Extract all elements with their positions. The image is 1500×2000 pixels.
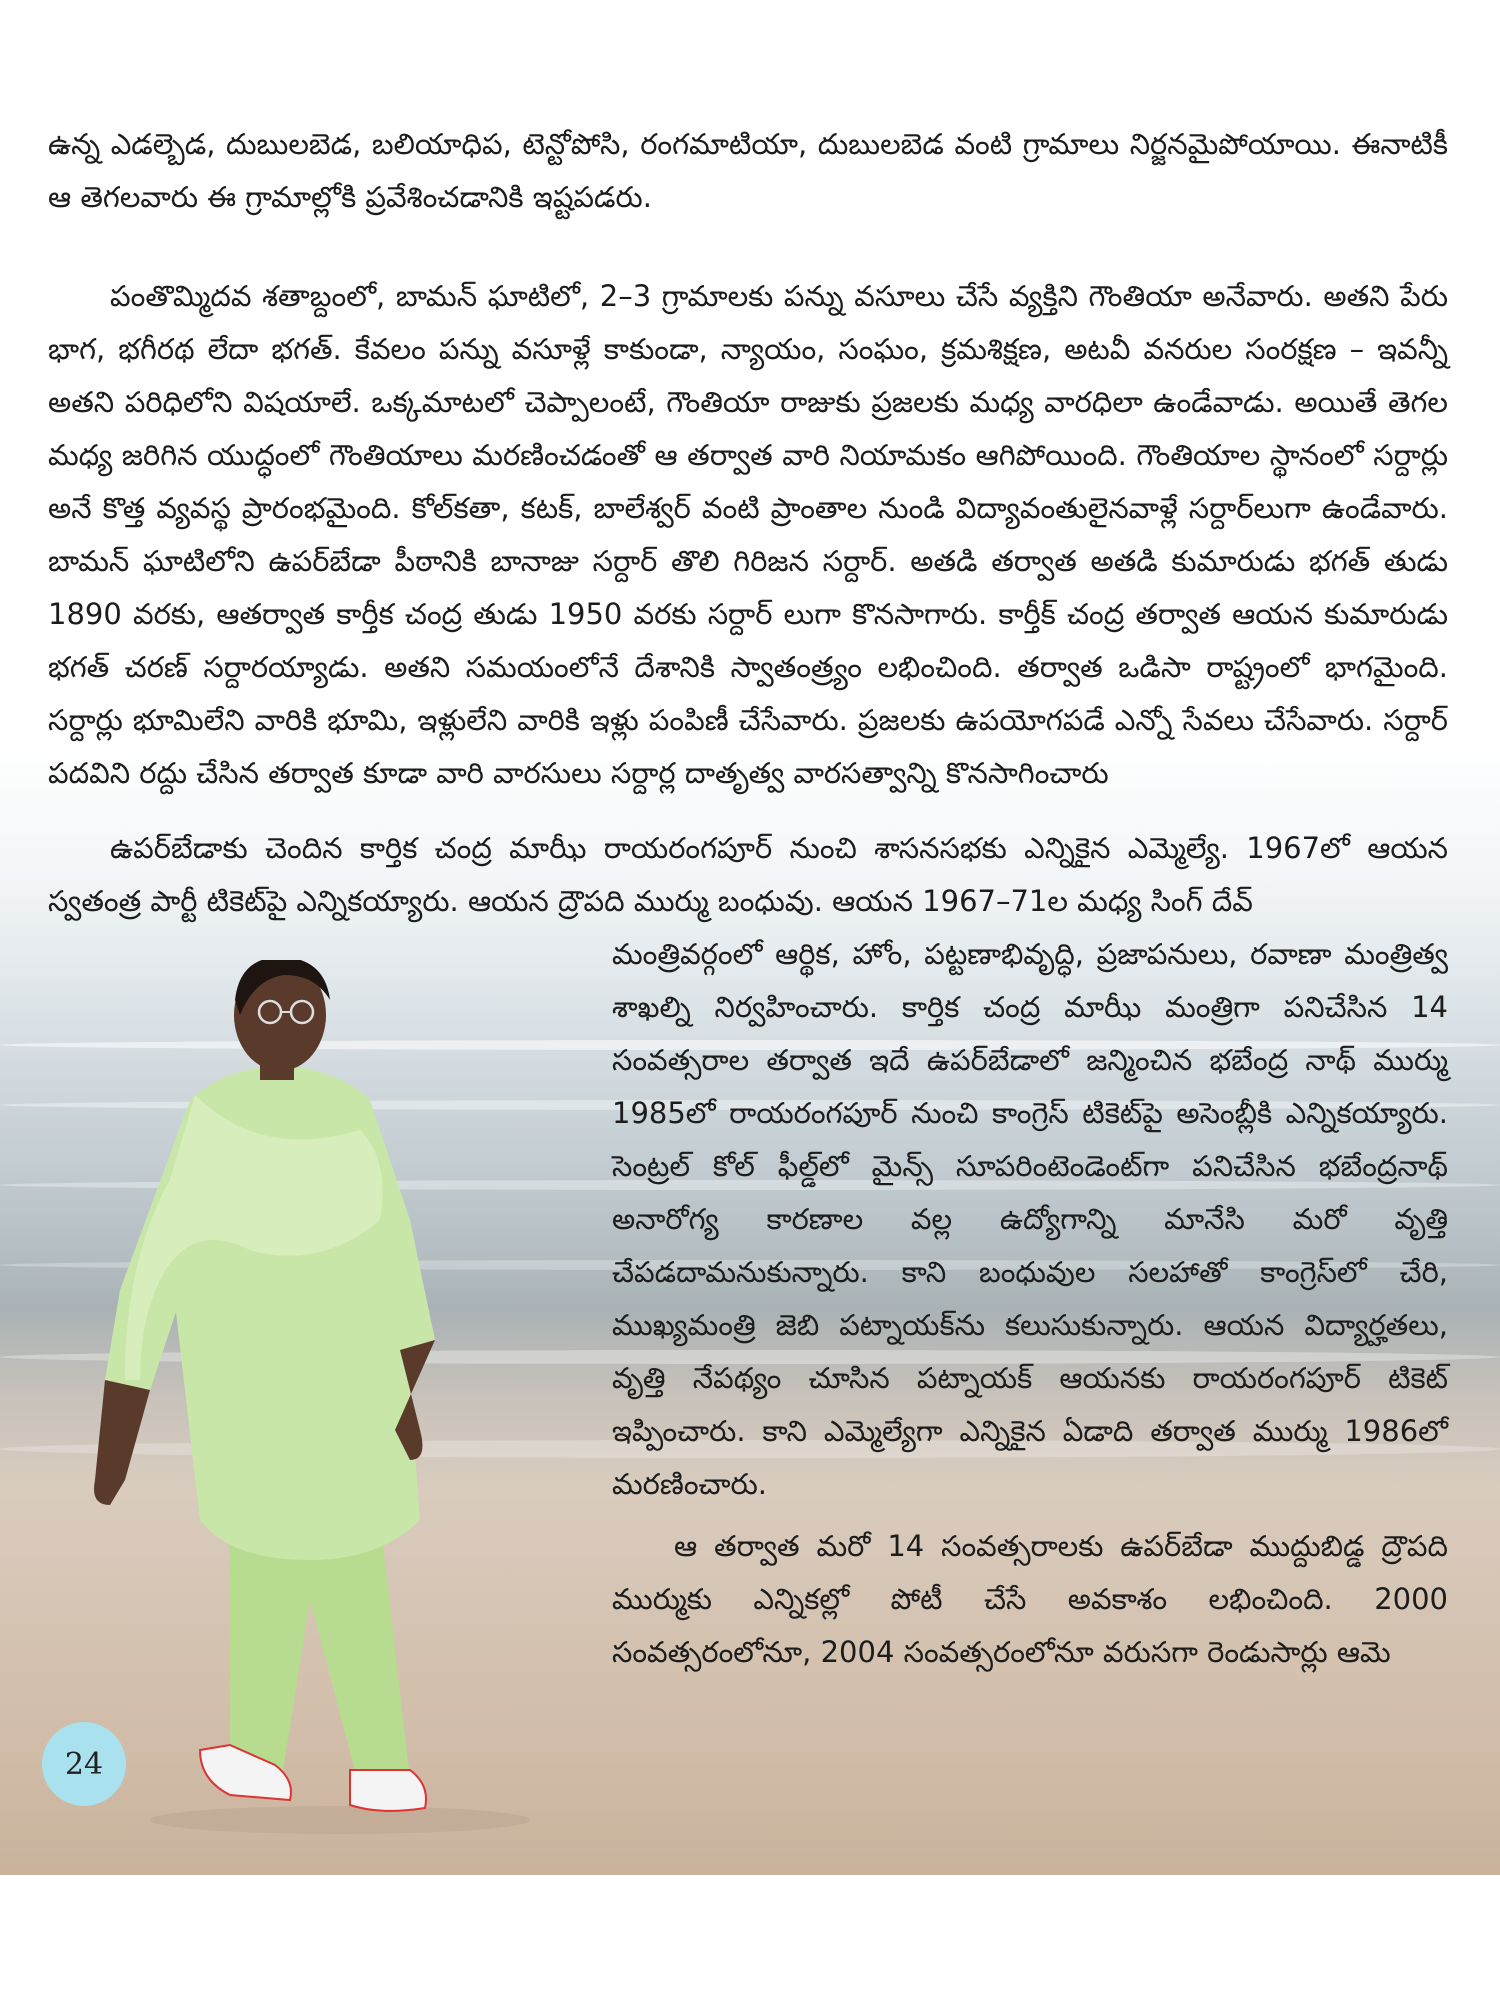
paragraph-1-text: ఉన్న ఎడల్బెడ, దుబులబెడ, బలియాధిప, టెన్టోపోసి, రంగమాటియా, దుబులబెడ వంటి గ్రామాలు నిర్జనమైపోయాయి. ఈనాటికీ ఆ తెగలవారు ఈ గ్రామాల్లోకి ప్రవేశించడానికి ఇష్టపడరు. — [48, 127, 1448, 214]
paragraph-4-text: మంత్రివర్గంలో ఆర్థిక, హోం, పట్టణాభివృద్ధి, ప్రజాపనులు, రవాణా మంత్రిత్వ శాఖల్ని నిర్వహించారు. కార్తిక చంద్ర మాఝీ మంత్రిగా పనిచేసిన 14 సంవత్సరాల తర్వాత ఇదే ఉపర్‌బేడాలో జన్మించిన భబేంద్ర నాథ్ ముర్ము 1985లో రాయరంగపూర్ నుంచి కాంగ్రెస్ టికెట్‌పై అసెంబ్లీకి ఎన్నికయ్యారు. సెంట్రల్ కోల్ ఫీల్డ్‌లో మైన్స్ సూపరింటెండెంట్‌గా పనిచేసిన భబేంద్రనాథ్ అనారోగ్య కారణాల వల్ల ఉద్యోగాన్ని మానేసి మరో వృత్తి చేపడదామనుకున్నారు. కాని బంధువుల సలహాతో కాంగ్రెస్‌లో చేరి, ముఖ్యమంత్రి జెబి పట్నాయక్‌ను కలుసుకున్నారు. ఆయన విద్యార్హతలు, వృత్తి నేపథ్యం చూసిన పట్నాయక్ ఆయనకు రాయరంగపూర్ టికెట్ ఇప్పించారు. కాని ఎమ్మెల్యేగా ఎన్నికైన ఏడాది తర్వాత ముర్ము 1986లో మరణించారు. — [612, 937, 1448, 1501]
paragraph-1 — [48, 118, 1448, 224]
woman-walking-photo — [80, 960, 550, 1840]
shadow — [150, 1806, 530, 1834]
paragraph-5-text: ఆ తర్వాత మరో 14 సంవత్సరాలకు ఉపర్‌బేడా ముద్దుబిడ్డ ద్రౌపది ముర్ముకు ఎన్నికల్లో పోటీ చేసే అవకాశం లభించింది. 2000 సంవత్సరంలోనూ, 2004 సంవత్సరంలోనూ వరుసగా రెండుసార్లు ఆమె — [612, 1529, 1448, 1669]
page-bottom-margin — [0, 1875, 1500, 2000]
page-number-badge — [42, 1722, 126, 1806]
salwar — [230, 1520, 410, 1790]
page-number: 24 — [64, 1746, 104, 1782]
paragraph-3-text: ఉపర్‌బేడాకు చెందిన కార్తిక చంద్ర మాఝీ రాయరంగపూర్ నుంచి శాసనసభకు ఎన్నికైన ఎమ్మెల్యే. 1967లో ఆయన స్వతంత్ర పార్టీ టికెట్‌పై ఎన్నికయ్యారు. ఆయన ద్రౌపది ముర్ము బంధువు. ఆయన 1967–71ల మధ్య సింగ్ దేవ్ — [48, 831, 1448, 918]
paragraph-4 — [612, 928, 1448, 1511]
paragraph-3 — [48, 822, 1448, 928]
paragraph-5 — [612, 1520, 1448, 1679]
paragraph-2 — [48, 270, 1448, 800]
left-arm — [94, 1380, 150, 1505]
paragraph-2-text: పంతొమ్మిదవ శతాబ్దంలో, బామన్ ఘాటిలో, 2–3 గ్రామాలకు పన్ను వసూలు చేసే వ్యక్తిని గౌంతియా అనేవారు. అతని పేరు భాగ, భగీరథ లేదా భగత్. కేవలం పన్ను వసూళ్లే కాకుండా, న్యాయం, సంఘం, క్రమశిక్షణ, అటవీ వనరుల సంరక్షణ – ఇవన్నీ అతని పరిధిలోని విషయాలే. ఒక్కమాటలో చెప్పాలంటే, గౌంతియా రాజుకు ప్రజలకు మధ్య వారధిలా ఉండేవాడు. అయితే తెగల మధ్య జరిగిన యుద్ధంలో గౌంతియాలు మరణించడంతో ఆ తర్వాత వారి నియామకం ఆగిపోయింది. గౌంతియాల స్థానంలో సర్దార్లు అనే కొత్త వ్యవస్థ ప్రారంభమైంది. కోల్‌కతా, కటక్, బాలేశ్వర్ వంటి ప్రాంతాల నుండి విద్యావంతులైనవాళ్లే సర్దార్‌లుగా ఉండేవారు. బామన్ ఘాటిలోని ఉపర్‌బేడా పీఠానికి బానాజు సర్దార్ తొలి గిరిజన సర్దార్. అతడి తర్వాత అతడి కుమారుడు భగత్ తుడు 1890 వరకు, ఆతర్వాత కార్తీక చంద్ర తుడు 1950 వరకు సర్దార్ లుగా కొనసాగారు. కార్తీక్ చంద్ర తర్వాత ఆయన కుమారుడు భగత్ చరణ్ సర్దారయ్యాడు. అతని సమయంలోనే దేశానికి స్వాతంత్ర్యం లభించింది. తర్వాత ఒడిసా రాష్ట్రంలో భాగమైంది. సర్దార్లు భూమిలేని వారికి భూమి, ఇళ్లులేని వారికి ఇళ్లు పంపిణీ చేసేవారు. ప్రజలకు ఉపయోగపడే ఎన్నో సేవలు చేసేవారు. సర్దార్ పదవిని రద్దు చేసిన తర్వాత కూడా వారి వారసులు సర్దార్ల దాతృత్వ వారసత్వాన్ని కొనసాగించారు — [48, 279, 1448, 790]
right-shoe — [350, 1770, 426, 1811]
